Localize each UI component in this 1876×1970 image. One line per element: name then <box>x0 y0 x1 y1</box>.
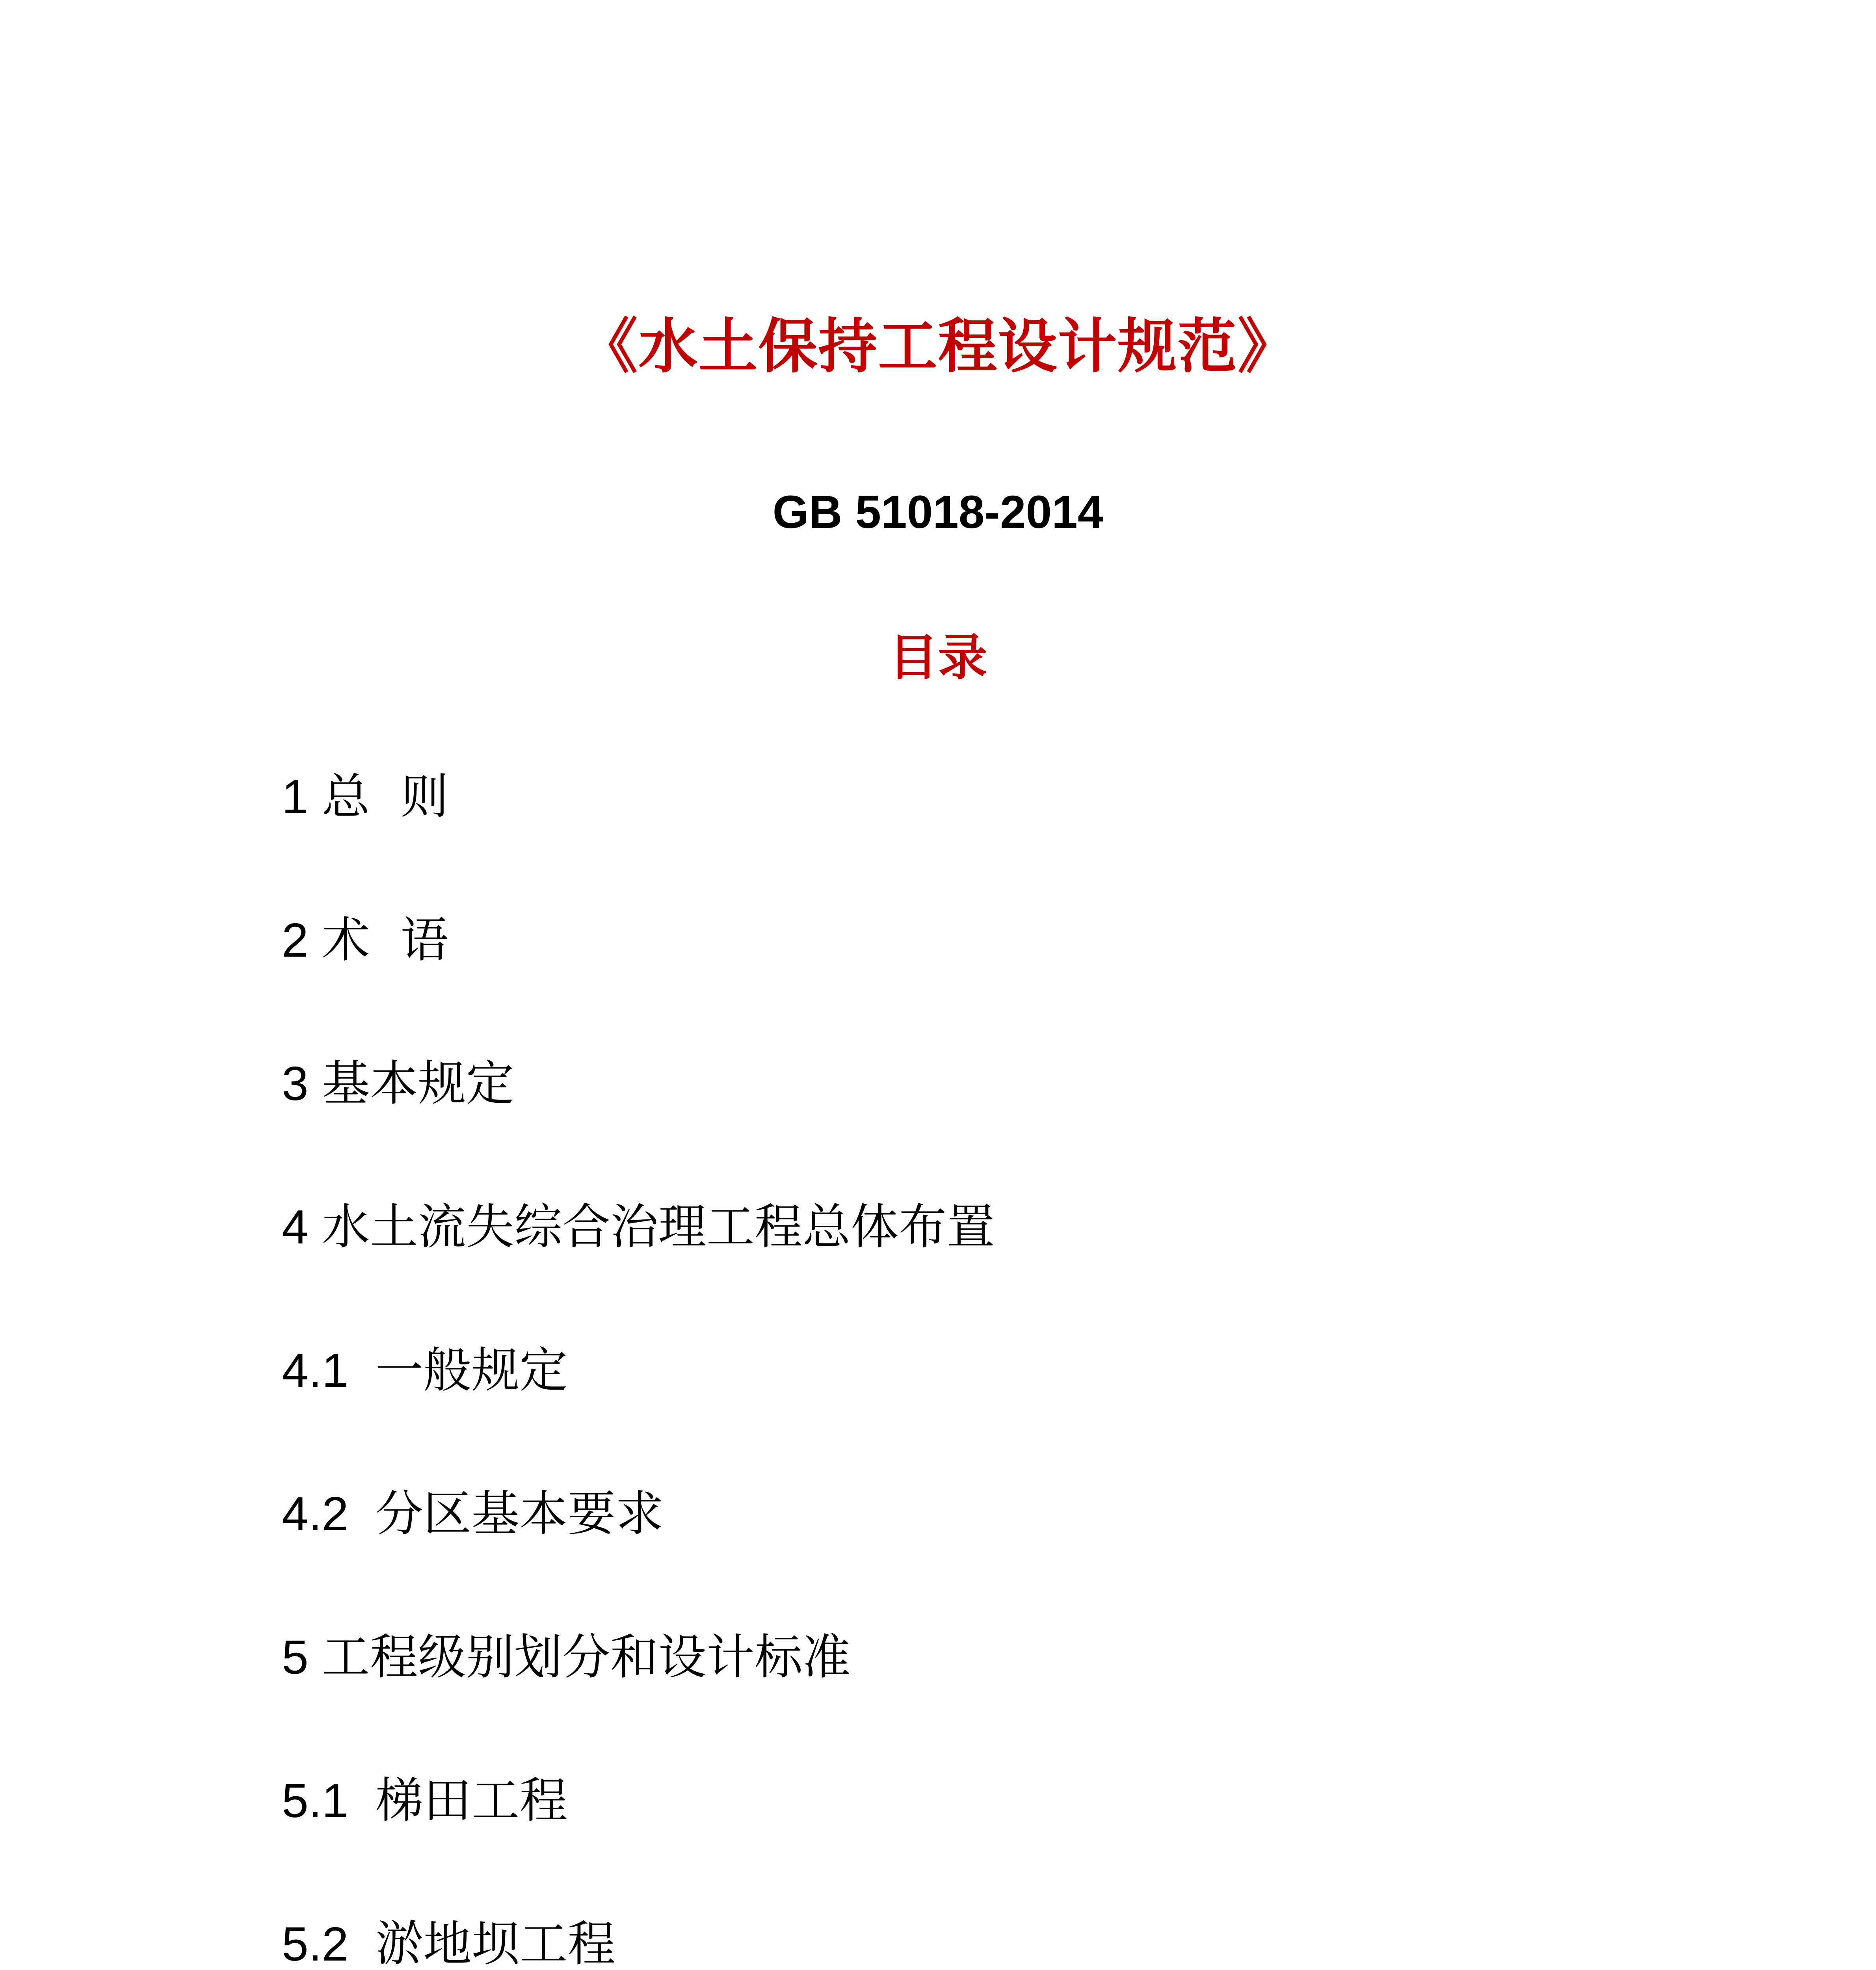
toc-item-number: 5.1 <box>282 1774 376 1827</box>
toc-item-label: 总 则 <box>322 769 449 825</box>
toc-item-number: 2 <box>282 913 322 967</box>
toc-item-label: 工程级别划分和设计标准 <box>322 1629 851 1685</box>
toc-item-4-1[interactable] <box>282 1343 995 1486</box>
toc-item-label: 淤地坝工程 <box>375 1916 616 1970</box>
toc-item-5-1[interactable] <box>282 1773 995 1916</box>
toc-item-number: 5 <box>282 1630 322 1684</box>
toc-heading: 目录 <box>889 629 987 686</box>
toc-item-number: 4.1 <box>282 1344 376 1397</box>
toc-item-number: 5.2 <box>282 1917 376 1970</box>
toc-item-label: 分区基本要求 <box>375 1486 664 1542</box>
toc-item-1[interactable] <box>282 769 995 913</box>
toc-item-label: 一般规定 <box>375 1342 568 1398</box>
standard-code: GB 51018-2014 <box>772 486 1104 538</box>
toc-item-4[interactable] <box>282 1199 995 1343</box>
toc-item-number: 1 <box>282 770 322 823</box>
toc-item-label: 水土流失综合治理工程总体布置 <box>322 1199 995 1255</box>
toc-item-2[interactable] <box>282 913 995 1056</box>
toc-item-number: 3 <box>282 1057 322 1110</box>
toc-item-3[interactable] <box>282 1056 995 1199</box>
toc-item-label: 基本规定 <box>322 1056 514 1111</box>
toc-item-number: 4 <box>282 1200 322 1254</box>
toc-item-4-2[interactable] <box>282 1486 995 1630</box>
toc-item-5-2[interactable] <box>282 1916 995 1970</box>
document-title: 《水土保持工程设计规范》 <box>578 312 1298 381</box>
toc-item-5[interactable] <box>282 1630 995 1773</box>
toc-item-label: 梯田工程 <box>375 1773 568 1829</box>
table-of-contents <box>282 769 995 1970</box>
toc-item-label: 术 语 <box>322 912 449 968</box>
toc-item-number: 4.2 <box>282 1487 376 1541</box>
